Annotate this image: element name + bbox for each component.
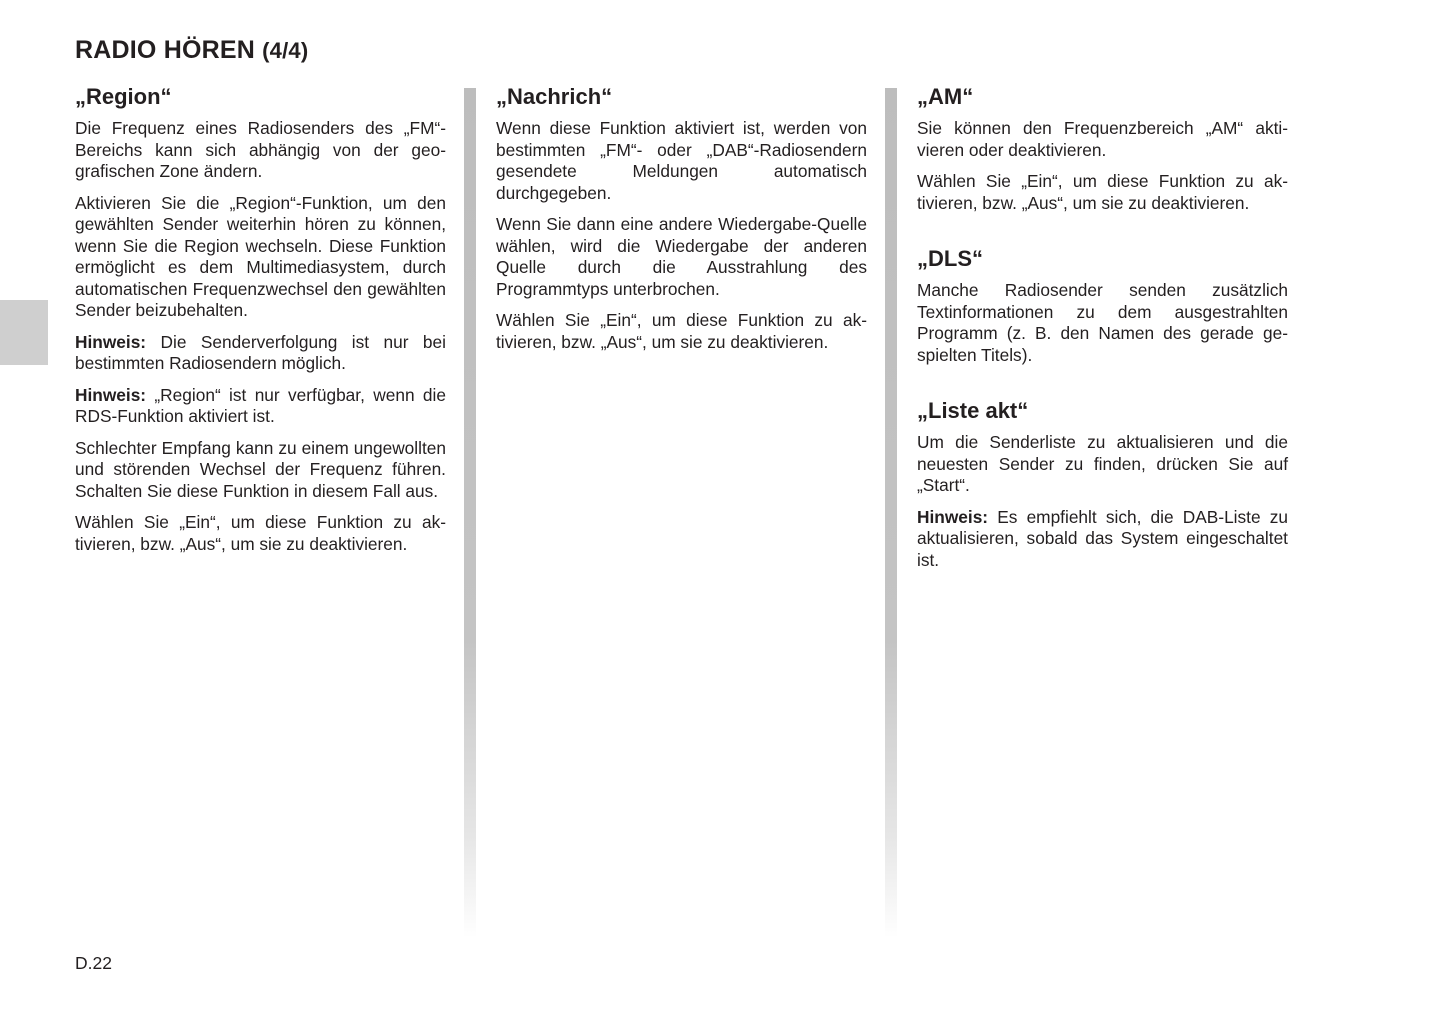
paragraph-text: Wählen Sie „Ein“, um diese Funktion zu aktivieren, bzw. „Aus“, um sie zu deaktivieren. [496, 310, 867, 352]
section-nachrich [496, 82, 867, 353]
paragraph [496, 310, 867, 353]
paragraph-text: Wählen Sie „Ein“, um diese Funktion zu aktivieren, bzw. „Aus“, um sie zu deaktivieren. [75, 512, 446, 554]
paragraph-text: Manche Radiosender senden zusätzlich Textinformationen zu dem ausgestrahlten Programm (z. B. den Namen des gerade gespielten Titels). [917, 280, 1288, 365]
paragraph-text: Wenn diese Funktion aktiviert ist, werden von bestimmten „FM“- oder „DAB“-Radiosendern gesendete Meldungen automatisch durchgegeben. [496, 118, 867, 203]
paragraph-text: Es empfiehlt sich, die DAB-Liste zu aktualisieren, sobald das System eingeschaltet ist. [917, 506, 1288, 570]
paragraph [917, 432, 1288, 497]
paragraph-text: Um die Senderliste zu aktualisieren und die neuesten Sender zu finden, drücken Sie auf „Start“. [917, 432, 1288, 495]
note-paragraph [75, 332, 446, 375]
paragraph [75, 438, 446, 503]
chapter-tab-marker [0, 300, 48, 365]
section-heading-dls: „DLS“ [917, 246, 983, 271]
paragraph [917, 118, 1288, 161]
paragraph [75, 193, 446, 322]
note-paragraph [75, 385, 446, 428]
page-number: D.22 [75, 953, 112, 973]
paragraph-text: Wenn Sie dann eine andere Wiedergabe-Quelle wählen, wird die Wiedergabe der anderen Quelle durch die Ausstrahlung des Programmtyps unterbrochen. [496, 214, 867, 299]
column-nachrich [496, 82, 867, 363]
section-heading-region: „Region“ [75, 84, 172, 109]
section-liste-akt [917, 396, 1288, 571]
page-title-part: (4/4) [262, 38, 309, 63]
section-region [75, 82, 446, 555]
section-heading-nachrich: „Nachrich“ [496, 84, 613, 109]
paragraph-text: Die Senderverfolgung ist nur bei bestimmten Radiosendern möglich. [75, 331, 446, 373]
column-divider-right [885, 88, 897, 938]
section-heading-am: „AM“ [917, 84, 974, 109]
paragraph [917, 171, 1288, 214]
column-am-dls-liste [917, 82, 1288, 581]
page-title [75, 36, 308, 65]
column-region [75, 82, 446, 565]
paragraph [496, 214, 867, 300]
section-heading-liste-akt: „Liste akt“ [917, 398, 1029, 423]
paragraph [917, 280, 1288, 366]
paragraph-text: Aktivieren Sie die „Region“-Funktion, um den gewählten Sender weiterhin hören zu können, wenn Sie die Region wechseln. Diese Funktion ermöglicht es dem Multimediasystem, durch automatischen Frequenzwechsel den gewählten Sender beizubehalten. [75, 192, 446, 320]
paragraph-text: „Region“ ist nur verfügbar, wenn die RDS-Funktion aktiviert ist. [75, 384, 446, 426]
paragraph [75, 512, 446, 555]
page-title-text: RADIO HÖREN [75, 36, 255, 64]
note-label: Hinweis: [75, 331, 147, 352]
paragraph [75, 118, 446, 183]
note-label: Hinweis: [75, 384, 147, 405]
paragraph [496, 118, 867, 204]
note-paragraph [917, 507, 1288, 572]
note-label: Hinweis: [917, 506, 989, 527]
paragraph-text: Sie können den Frequenzbereich „AM“ aktivieren oder deaktivieren. [917, 118, 1288, 160]
paragraph-text: Wählen Sie „Ein“, um diese Funktion zu aktivieren, bzw. „Aus“, um sie zu deaktivieren. [917, 171, 1288, 213]
section-dls [917, 244, 1288, 366]
section-am [917, 82, 1288, 214]
paragraph-text: Schlechter Empfang kann zu einem ungewollten und störenden Wechsel der Frequenz führen. Schalten Sie diese Funktion in diesem Fall aus. [75, 437, 446, 501]
paragraph-text: Die Frequenz eines Radiosenders des „FM“-Bereichs kann sich abhängig von der geografischen Zone ändern. [75, 118, 446, 181]
column-divider-left [464, 88, 476, 938]
